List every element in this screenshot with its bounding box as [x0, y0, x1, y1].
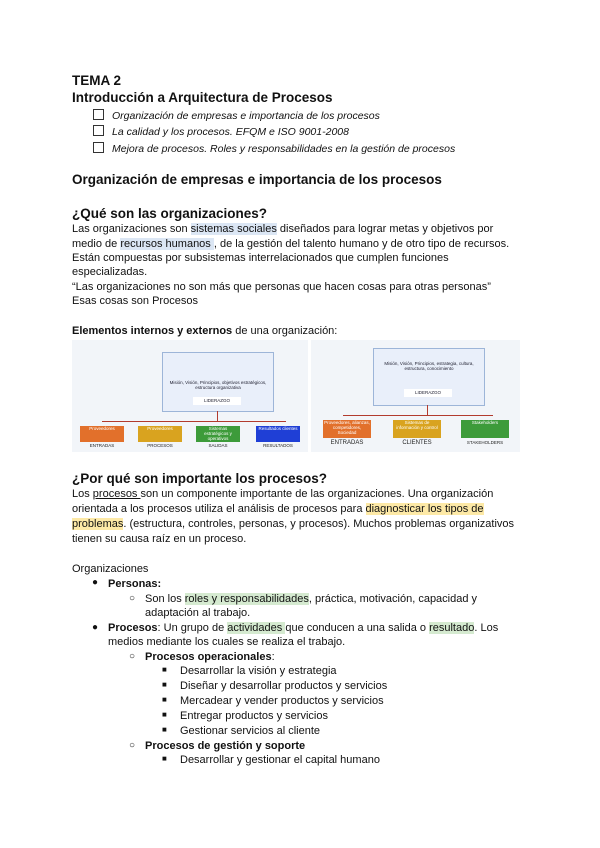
- highlight: sistemas sociales: [190, 223, 277, 235]
- highlight: roles y responsabilidades: [184, 593, 309, 605]
- bullet-circle-icon: ○: [129, 651, 136, 662]
- list-item-heading: Personas:: [108, 578, 162, 590]
- org-diagram-right: [311, 340, 520, 452]
- checkbox-icon[interactable]: [93, 109, 104, 120]
- paragraph-line: Están compuestas por subsistemas interrelacionados que cumplen funciones: [72, 252, 449, 264]
- checkbox-icon[interactable]: [93, 125, 104, 136]
- diagram-box: Proveedores: [138, 426, 182, 442]
- connector: [217, 411, 218, 421]
- bullet-square-icon: ■: [162, 725, 167, 734]
- bullet-circle-icon: ○: [129, 593, 136, 604]
- connector: [427, 405, 428, 415]
- paragraph-line: Las organizaciones son sistemas sociales diseñados para lograr metas y objetivos por: [72, 223, 494, 235]
- list-item: Diseñar y desarrollar productos y servicios: [180, 680, 388, 692]
- connector: [102, 421, 286, 422]
- diagram-caption: ENTRADAS: [330, 440, 364, 446]
- list-label: Organizaciones: [72, 563, 149, 575]
- bullet-square-icon: ■: [162, 680, 167, 689]
- list-item: Procesos: Un grupo de actividades que conducen a una salida o resultado. Los: [108, 622, 499, 634]
- list-item-heading: Procesos de gestión y soporte: [145, 740, 306, 752]
- bullet-circle-icon: ○: [129, 740, 136, 751]
- connector: [343, 415, 493, 416]
- org-diagram-left: [72, 340, 308, 452]
- bullet-square-icon: ■: [162, 665, 167, 674]
- bullet-square-icon: ■: [162, 710, 167, 719]
- diagram-box: Proveedores: [80, 426, 124, 442]
- paragraph-line: orientada a los procesos utiliza el análisis de procesos para diagnosticar los tipos de: [72, 503, 484, 515]
- page-title: TEMA 2: [72, 73, 122, 88]
- paragraph-line: especializadas.: [72, 266, 148, 278]
- highlight: diagnosticar los tipos de: [365, 503, 484, 515]
- list-item: Mercadear y vender productos y servicios: [180, 695, 384, 707]
- diagram-box: Sistemas estratégicos y operativos: [196, 426, 240, 442]
- list-item: Son los roles y responsabilidades, práctica, motivación, capacidad y: [145, 593, 478, 605]
- diagram-caption: PROCESOS: [147, 443, 173, 448]
- paragraph-line: problemas. (estructura, controles, personas, y procesos). Muchos problemas organizativos: [72, 518, 515, 530]
- page-subtitle: Introducción a Arquitectura de Procesos: [72, 90, 333, 105]
- diagram-box: Stakeholders: [461, 420, 509, 438]
- toc-item[interactable]: Organización de empresas e importancia de los procesos: [93, 109, 380, 123]
- paragraph-line: Esas cosas son Procesos: [72, 295, 198, 307]
- highlight: problemas: [72, 518, 124, 530]
- list-item-heading: Procesos operacionales:: [145, 651, 275, 663]
- bullet-dot-icon: ●: [92, 577, 99, 588]
- quote-line: “Las organizaciones no son más que personas que hacen cosas para otras personas”: [72, 281, 491, 293]
- leadership-box: Misión, Visión, Principios, objetivos estratégicos, estructura organizativa LIDERAZGO: [162, 352, 274, 412]
- bullet-dot-icon: ●: [92, 622, 99, 633]
- diagram-caption: STAKEHOLDERS: [466, 440, 504, 445]
- diagram-box: Resultados clientes: [256, 426, 300, 442]
- toc-item[interactable]: La calidad y los procesos. EFQM e ISO 9001-2008: [93, 125, 349, 139]
- list-item: medios mediante los cuales se realiza el trabajo.: [108, 636, 346, 648]
- highlight: resultado: [429, 622, 475, 634]
- list-item: adaptación al trabajo.: [145, 607, 251, 619]
- paragraph-line: tienen su causa raíz en un proceso.: [72, 533, 247, 545]
- underlined-term: procesos: [92, 488, 141, 500]
- list-item: Desarrollar la visión y estrategia: [180, 665, 337, 677]
- list-item: Desarrollar y gestionar el capital humano: [180, 754, 380, 766]
- question-heading: ¿Por qué son importante los procesos?: [72, 471, 328, 486]
- diagram-caption: SALIDAS: [208, 443, 228, 448]
- leadership-label: LIDERAZGO: [404, 389, 452, 397]
- list-item: Entregar productos y servicios: [180, 710, 328, 722]
- diagram-box: Sistemas de información y control: [393, 420, 441, 438]
- section-heading: Organización de empresas e importancia de los procesos: [72, 172, 442, 187]
- diagram-box: Proveedores, alianzas, competidores, Sociedad: [323, 420, 371, 438]
- bullet-square-icon: ■: [162, 695, 167, 704]
- toc-item[interactable]: Mejora de procesos. Roles y responsabilidades en la gestión de procesos: [93, 142, 455, 156]
- highlight: actividades: [227, 622, 286, 634]
- paragraph-line: Los procesos son un componente importante de las organizaciones. Una organización: [72, 488, 494, 500]
- checkbox-icon[interactable]: [93, 142, 104, 153]
- diagram-caption: RESULTADOS: [263, 443, 293, 448]
- question-heading: ¿Qué son las organizaciones?: [72, 206, 268, 221]
- leadership-label: LIDERAZGO: [193, 397, 241, 405]
- bullet-square-icon: ■: [162, 754, 167, 763]
- leadership-box: Misión, Visión, Principios, estrategia, cultura, estructura, conocimiento LIDERAZGO: [373, 348, 485, 406]
- paragraph-line: medio de recursos humanos , de la gestión del talento humano y de otro tipo de recursos.: [72, 238, 510, 250]
- highlight: recursos humanos: [120, 238, 214, 250]
- diagram-caption: CLIENTES: [402, 440, 432, 446]
- elements-caption: Elementos internos y externos de una organización:: [72, 325, 338, 337]
- diagram-caption: ENTRADAS: [89, 443, 115, 448]
- list-item: Gestionar servicios al cliente: [180, 725, 321, 737]
